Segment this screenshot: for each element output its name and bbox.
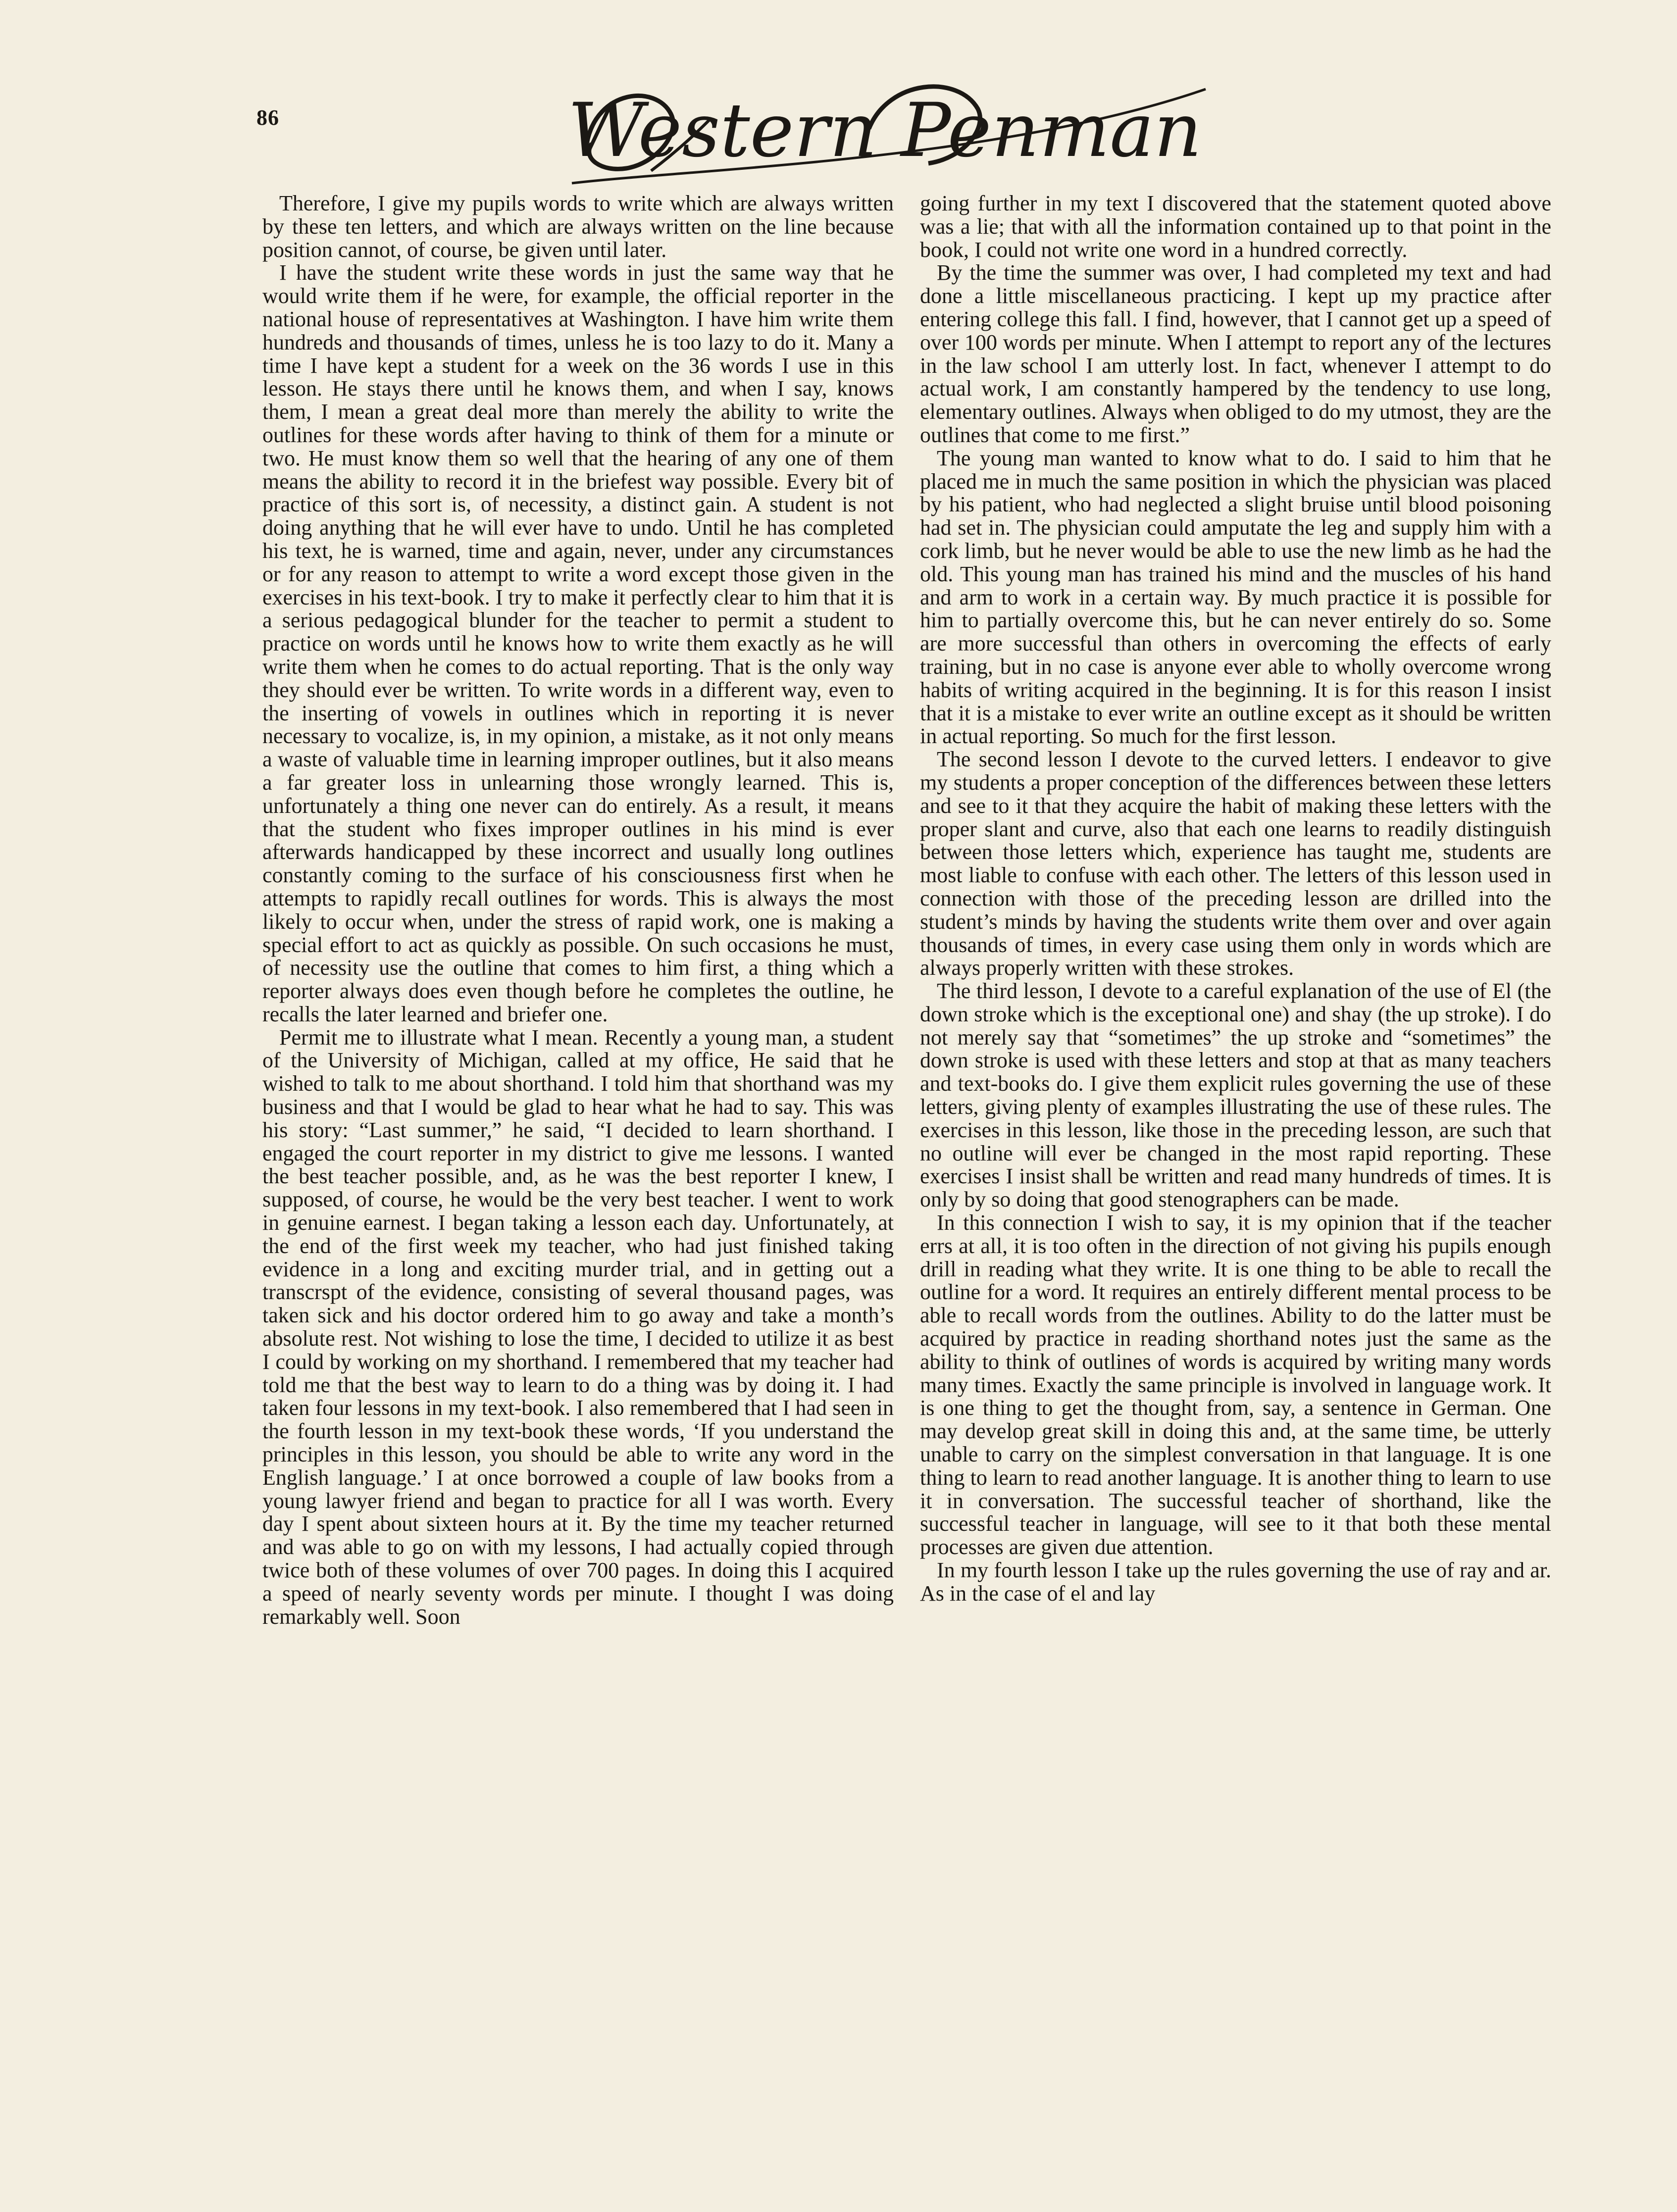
paragraph: In my fourth lesson I take up the rules governing the use of ray and ar. As in the case of el and lay bbox=[920, 1558, 1551, 1606]
paragraph: going further in my text I discovered that the statement quoted above was a lie; that with all the information contained up to that point in the book, I could not write one word in a hundred correctly. bbox=[920, 192, 1551, 262]
paragraph: Permit me to illustrate what I mean. Recently a young man, a student of the University of Michigan, called at my office, He said that he wished to talk to me about shorthand. I told him that shorthand was my business and that I would be glad to hear what he had to say. This was his story: “Last summer,” he said, “I decided to learn shorthand. I engaged the court reporter in my district to give me lessons. I wanted the best teacher possible, and, as he was the best reporter I knew, I supposed, of course, he would be the very best teacher. I went to work in genuine earnest. I began taking a lesson each day. Unfortunately, at the end of the first week my teacher, who had just finished taking evidence in a long and exciting murder trial, and in getting out a transcrspt of the evidence, consisting of several thousand pages, was taken sick and his doctor ordered him to go away and take a month’s absolute rest. Not wishing to lose the time, I decided to utilize it as best I could by working on my shorthand. I remembered that my teacher had told me that the best way to learn to do a thing was by doing it. I had taken four lessons in my text-book. I also remembered that I had seen in the fourth lesson in my text-book these words, ‘If you understand the principles in this lesson, you should be able to write any word in the English language.’ I at once borrowed a couple of law books from a young lawyer friend and began to practice for all I was worth. Every day I spent about sixteen hours at it. By the time my teacher returned and was able to go on with my lessons, I had actually copied through twice both of these volumes of over 700 pages. In doing this I acquired a speed of nearly seventy words per minute. I thought I was doing remarkably well. Soon bbox=[262, 1025, 894, 1629]
paragraph: The young man wanted to know what to do. I said to him that he placed me in much the same position in which the physician was placed by his patient, who had neglected a slight bruise until blood poisoning had set in. The physician could amputate the leg and supply him with a cork limb, but he never would be able to use the new limb as he had the old. This young man has trained his mind and the muscles of his hand and arm to work in a certain way. By much practice it is possible for him to partially overcome this, but he can never entirely do so. Some are more successful than others in overcoming the effects of early training, but in no case is anyone ever able to wholly overcome wrong habits of writing acquired in the beginning. It is for this reason I insist that it is a mistake to ever write an outline except as it should be written in actual reporting. So much for the first lesson. bbox=[920, 446, 1551, 749]
paragraph: The second lesson I devote to the curved letters. I endeavor to give my students a proper conception of the differences between these letters and see to it that they acquire the habit of making these letters with the proper slant and curve, also that each one learns to readily distinguish between those letters which, experience has taught me, students are most liable to confuse with each other. The letters of this lesson used in connection with those of the preceding lesson are drilled into the student’s minds by having the students write them over and over again thousands of times, in every case using them only in words which are always properly written with these strokes. bbox=[920, 747, 1551, 980]
page-number: 86 bbox=[256, 105, 279, 130]
paragraph: In this connection I wish to say, it is my opinion that if the teacher errs at all, it is too often in the direction of not giving his pupils enough drill in reading what they write. It is one thing to be able to recall the outline for a word. It requires an entirely different mental process to be able to recall words from the outlines. Ability to do the latter must be acquired by practice in reading shorthand notes just the same as the ability to think of outlines of words is acquired by writing many words many times. Exactly the same principle is involved in language work. It is one thing to get the thought from, say, a sentence in German. One may develop great skill in doing this and, at the same time, be utterly unable to carry on the simplest conversation in that language. It is one thing to learn to read another language. It is another thing to learn to use it in conversation. The successful teacher of shorthand, like the successful teacher in language, will see to it that both these mental processes are given due attention. bbox=[920, 1210, 1551, 1559]
paragraph: The third lesson, I devote to a careful explanation of the use of El (the down stroke which is the exceptional one) and shay (the up stroke). I do not merely say that “sometimes” the up stroke and “sometimes” the down stroke is used with these letters and stop at that as many teachers and text-books do. I give them explicit rules governing the use of these letters, giving plenty of examples illustrating the use of these rules. The exercises in this lesson, like those in the preceding lesson, are such that no outline will ever be changed in the most rapid reporting. These exercises I insist shall be written and read many hundreds of times. It is only by so doing that good stenographers can be made. bbox=[920, 979, 1551, 1212]
right-column bbox=[920, 192, 1551, 2073]
masthead-logo bbox=[552, 69, 1218, 193]
paragraph: Therefore, I give my pupils words to write which are always written by these ten letters, and which are always written on the line because position cannot, of course, be given until later. bbox=[262, 192, 894, 262]
paragraph: By the time the summer was over, I had completed my text and had done a little miscellaneous practicing. I kept up my practice after entering college this fall. I find, however, that I cannot get up a speed of over 100 words per minute. When I attempt to report any of the lectures in the law school I am utterly lost. In fact, whenever I attempt to do actual work, I am constantly hampered by the tendency to use long, elementary outlines. Always when obliged to do my utmost, they are the outlines that come to me first.” bbox=[920, 260, 1551, 447]
paragraph: I have the student write these words in just the same way that he would write them if he were, for example, the official reporter in the national house of representatives at Washington. I have him write them hundreds and thousands of times, unless he is too lazy to do it. Many a time I have kept a student for a week on the 36 words I use in this lesson. He stays there until he knows them, and when I say, knows them, I mean a great deal more than merely the ability to write the outlines for these words after having to think of them for a minute or two. He must know them so well that the hearing of any one of them means the ability to record it in the briefest way possible. Every bit of practice of this sort is, of necessity, a distinct gain. A student is not doing anything that he will ever have to undo. Until he has completed his text, he is warned, time and again, never, under any circumstances or for any reason to attempt to write a word except those given in the exercises in his text-book. I try to make it perfectly clear to him that it is a serious pedagogical blunder for the teacher to permit a student to practice on words until he knows how to write them exactly as he will write them when he comes to do actual reporting. That is the only way they should ever be written. To write words in a different way, even to the inserting of vowels in outlines which in reporting it is never necessary to vocalize, is, in my opinion, a mistake, as it not only means a waste of valuable time in learning improper outlines, but it also means a far greater loss in unlearning those wrongly learned. This is, unfortunately a thing one never can do entirely. As a result, it means that the student who fixes improper outlines in his mind is ever afterwards handicapped by these incorrect and usually long outlines constantly coming to the surface of his consciousness first when he attempts to rapidly recall outlines for words. This is always the most likely to occur when, under the stress of rapid work, one is making a special effort to act as quickly as possible. On such occasions he must, of necessity use the outline that comes to him first, a thing which a reporter always does even though before he completes the outline, he recalls the later learned and briefer one. bbox=[262, 260, 894, 1026]
masthead-title: Western Penman bbox=[567, 88, 1202, 174]
left-column bbox=[262, 192, 894, 2073]
